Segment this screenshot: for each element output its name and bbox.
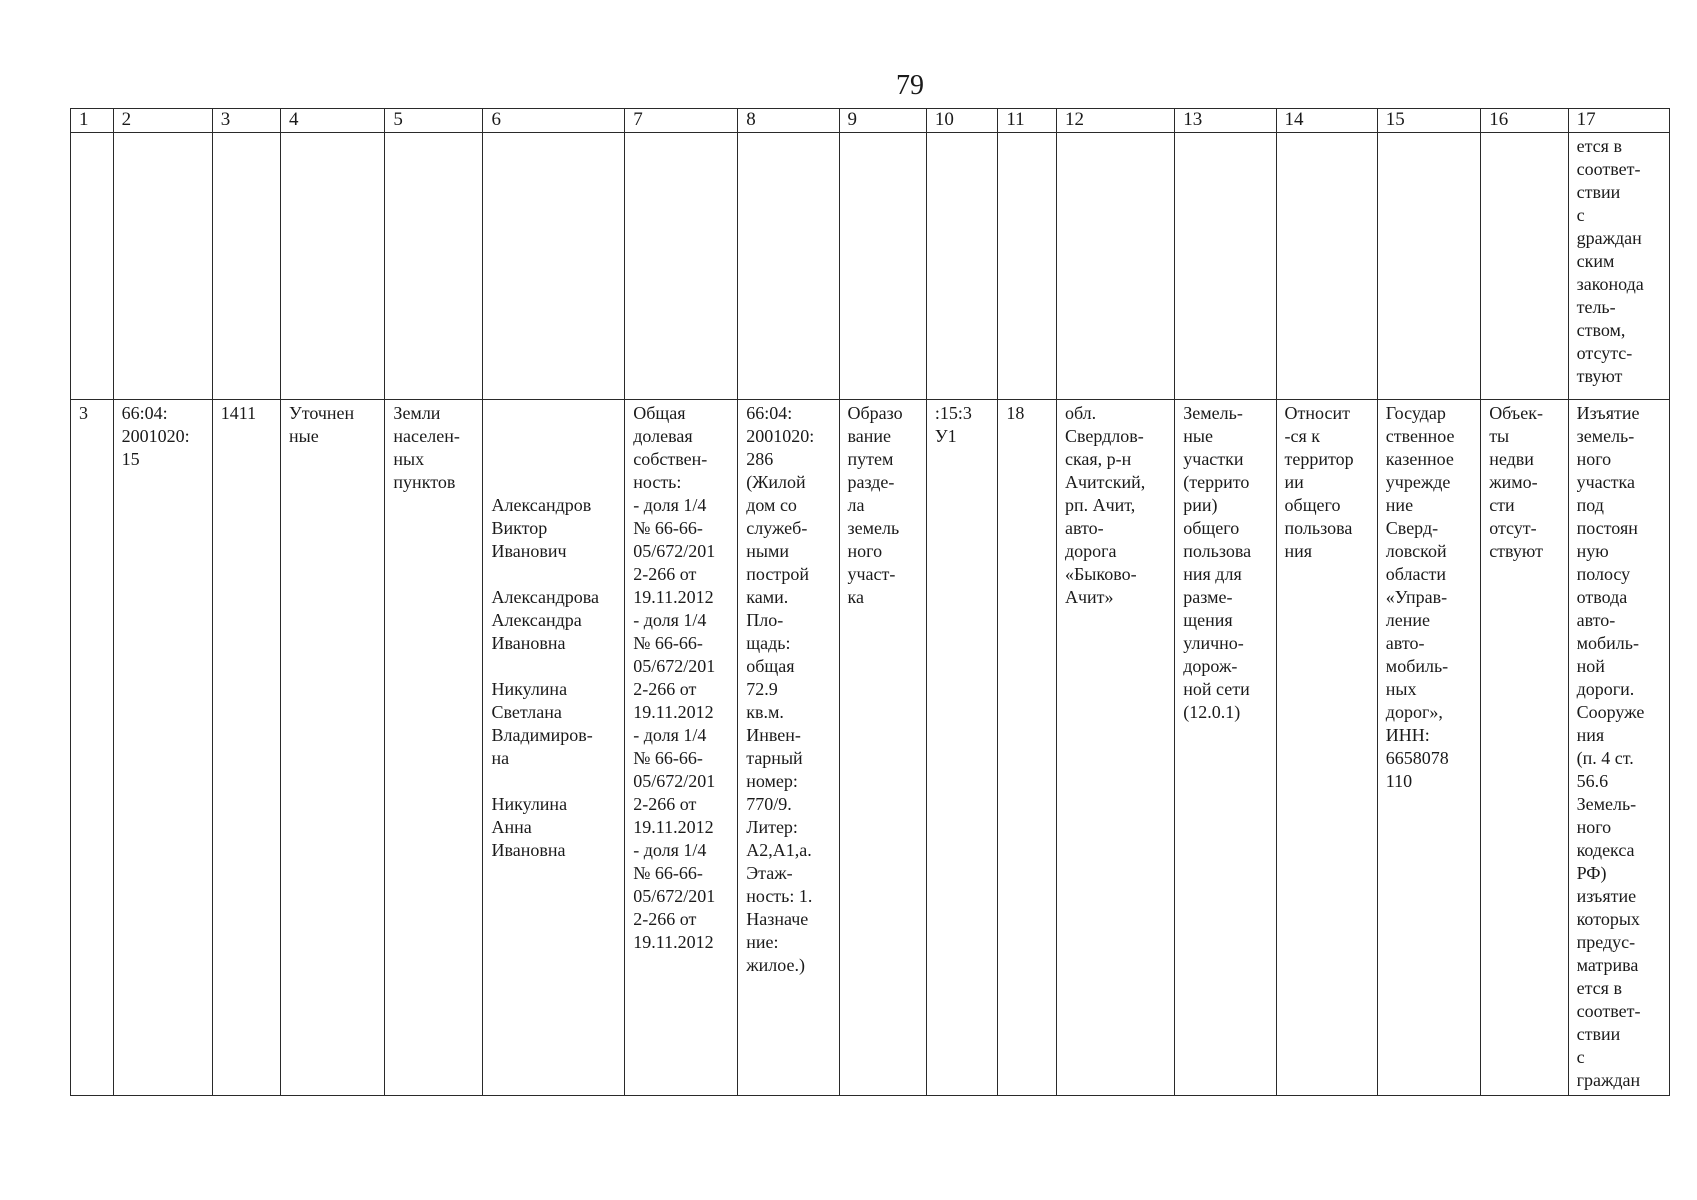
column-number: 8 xyxy=(738,109,839,133)
column-number: 11 xyxy=(998,109,1057,133)
empty-cell xyxy=(1377,133,1480,400)
page-number: 79 xyxy=(896,70,924,101)
continuation-row xyxy=(71,133,1670,400)
cadastral-number-cell: 66:04: 2001020: 15 xyxy=(113,400,212,1096)
column-number: 12 xyxy=(1056,109,1174,133)
empty-cell xyxy=(71,133,114,400)
continued-note-cell: ется в соответ- ствии с gраждан ским законода тель- ством, отсутс- твуют xyxy=(1568,133,1669,400)
permitted-use-cell: Земель- ные участки (террито рии) общего пользова ния для разме- щения улично- дорож- ной сети (12.0.1) xyxy=(1175,400,1276,1096)
column-number: 13 xyxy=(1175,109,1276,133)
column-number: 2 xyxy=(113,109,212,133)
real-estate-objects-cell: Объек- ты недви жимо- сти отсут- ствуют xyxy=(1481,400,1568,1096)
column-number: 9 xyxy=(839,109,926,133)
empty-cell xyxy=(625,133,738,400)
column-number: 6 xyxy=(483,109,625,133)
empty-cell xyxy=(926,133,997,400)
owner-name: Никулина Анна Ивановна xyxy=(491,794,568,860)
land-category-cell: Земли населен- ных пунктов xyxy=(385,400,483,1096)
column-number: 4 xyxy=(280,109,384,133)
area-cell: 1411 xyxy=(212,400,280,1096)
empty-cell xyxy=(212,133,280,400)
owners-cell xyxy=(483,400,625,1096)
land-register-table xyxy=(70,108,1670,1096)
row-number-cell: 3 xyxy=(71,400,114,1096)
owner-name: Никулина Светлана Владимиров- на xyxy=(491,679,593,768)
note-cell: Изъятие земель- ного участка под постоян ную полосу отвода авто- мобиль- ной дороги. Сооруже ния (п. 4 ст. 56.6 Земель- ного кодекса РФ) изъятие которых предус- матрива ется в соответ- ствии с граждан xyxy=(1568,400,1669,1096)
column-number: 3 xyxy=(212,109,280,133)
column-number: 7 xyxy=(625,109,738,133)
owner-name: Александрова Александра Ивановна xyxy=(491,587,599,653)
empty-cell xyxy=(113,133,212,400)
boundary-status-cell: Уточнен ные xyxy=(280,400,384,1096)
ownership-rights-cell: Общая долевая собствен- ность: - доля 1/4 № 66-66- 05/672/201 2-266 от 19.11.2012 - доля 1/4 № 66-66- 05/672/201 2-266 от 19.11.2012 - доля 1/4 № 66-66- 05/672/201 2-266 от 19.11.2012 - доля 1/4 № 66-66- 05/672/201 2-266 от 19.11.2012 xyxy=(625,400,738,1096)
empty-cell xyxy=(280,133,384,400)
empty-cell xyxy=(1175,133,1276,400)
formation-method-cell: Образо вание путем разде- ла земель ного участ- ка xyxy=(839,400,926,1096)
rightholder-cell: Государ ственное казенное учрежде ние Сверд- ловской области «Управ- ление авто- мобиль- ных дорог», ИНН: 6658078 110 xyxy=(1377,400,1480,1096)
column-number-row xyxy=(71,109,1670,133)
column-number: 5 xyxy=(385,109,483,133)
empty-cell xyxy=(839,133,926,400)
column-number: 1 xyxy=(71,109,114,133)
empty-cell xyxy=(1481,133,1568,400)
building-info-cell: 66:04: 2001020: 286 (Жилой дом со служеб- ными построй ками. Пло- щадь: общая 72.9 кв.м. Инвен- тарный номер: 770/9. Литер: А2,А1,а. Этаж- ность: 1. Назначе ние: жилое.) xyxy=(738,400,839,1096)
address-cell: обл. Свердлов- ская, р-н Ачитский, рп. Ачит, авто- дорога «Быково- Ачит» xyxy=(1056,400,1174,1096)
column-number: 14 xyxy=(1276,109,1377,133)
column-number: 17 xyxy=(1568,109,1669,133)
column-number: 10 xyxy=(926,109,997,133)
empty-cell xyxy=(738,133,839,400)
territory-type-cell: Относит -ся к территор ии общего пользова ния xyxy=(1276,400,1377,1096)
empty-cell xyxy=(1276,133,1377,400)
empty-cell xyxy=(483,133,625,400)
table-row xyxy=(71,400,1670,1096)
empty-cell xyxy=(1056,133,1174,400)
plot-area-cell: 18 xyxy=(998,400,1057,1096)
empty-cell xyxy=(385,133,483,400)
plot-designation-cell: :15:3 У1 xyxy=(926,400,997,1096)
column-number: 16 xyxy=(1481,109,1568,133)
owner-name: Александров Виктор Иванович xyxy=(491,495,592,561)
empty-cell xyxy=(998,133,1057,400)
column-number: 15 xyxy=(1377,109,1480,133)
